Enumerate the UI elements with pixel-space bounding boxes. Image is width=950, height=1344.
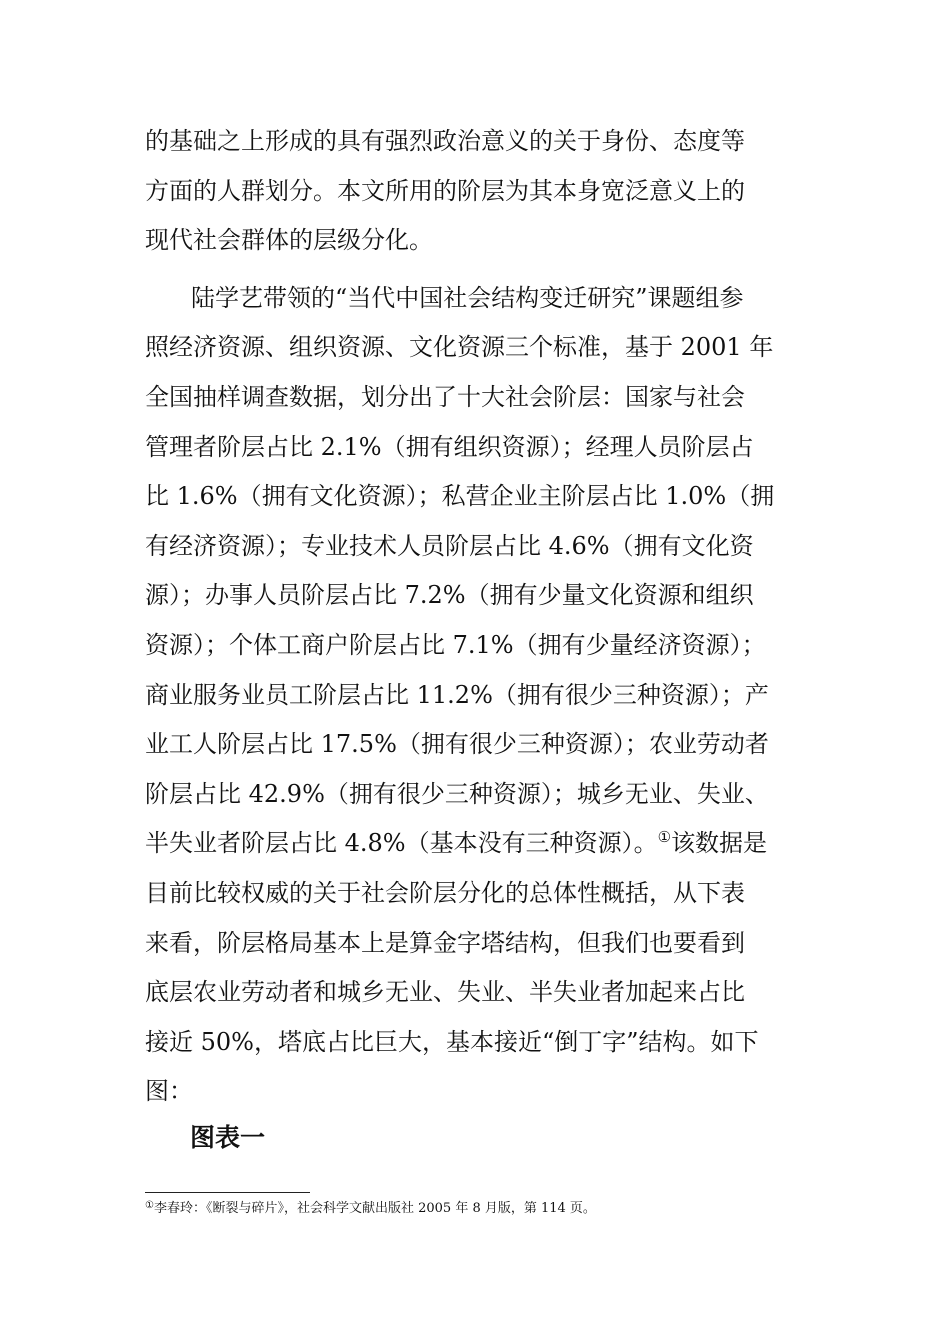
text-line: 有经济资源）；专业技术人员阶层占比 4.6%（拥有文化资: [145, 531, 754, 560]
paragraph-gap: [145, 266, 810, 274]
text-line: 陆学艺带领的“当代中国社会结构变迁研究”课题组参: [191, 283, 744, 312]
text-line: 比 1.6%（拥有文化资源）；私营企业主阶层占比 1.0%（拥: [145, 482, 775, 511]
text-segment: 半失业者阶层占比 4.8%（基本没有三种资源）。: [145, 829, 658, 858]
text-line: 资源）；个体工商户阶层占比 7.1%（拥有少量经济资源）；: [145, 630, 766, 659]
text-line: 管理者阶层占比 2.1%（拥有组织资源）；经理人员阶层占: [145, 432, 754, 461]
footnote-text: 李春玲：《断裂与碎片》，社会科学文献出版社 2005 年 8 月版，第 114 页。: [153, 1201, 596, 1216]
text-line: 照经济资源、组织资源、文化资源三个标准，基于 2001 年: [145, 333, 774, 362]
footnote-reference[interactable]: ①: [657, 828, 672, 847]
text-line: 目前比较权威的关于社会阶层分化的总体性概括，从下表: [145, 878, 745, 907]
text-line: 图：: [145, 1077, 193, 1106]
text-line: 全国抽样调查数据，划分出了十大社会阶层：国家与社会: [145, 382, 745, 411]
body-text: [145, 117, 810, 1117]
text-line: 的基础之上形成的具有强烈政治意义的关于身份、态度等: [145, 127, 745, 155]
text-line: 底层农业劳动者和城乡无业、失业、半失业者加起来占比: [145, 978, 745, 1007]
text-line: 源）；办事人员阶层占比 7.2%（拥有少量文化资源和组织: [145, 581, 754, 610]
footnote-divider: [145, 1192, 310, 1193]
text-line: 接近 50%，塔底占比巨大，基本接近“倒丁字”结构。如下: [145, 1027, 759, 1056]
paragraph-2: [145, 274, 810, 1117]
section-heading: 图表一: [190, 1123, 266, 1152]
footnote: [145, 1196, 596, 1219]
text-line: 方面的人群划分。本文所用的阶层为其本身宽泛意义上的: [145, 176, 745, 205]
text-segment: 该数据是: [671, 829, 768, 858]
text-line: 业工人阶层占比 17.5%（拥有很少三种资源）；农业劳动者: [145, 730, 769, 759]
text-line-with-footnote: [145, 819, 810, 869]
text-line: 现代社会群体的层级分化。: [145, 226, 433, 255]
paragraph-1: [145, 117, 810, 266]
text-line: 来看，阶层格局基本上是算金字塔结构，但我们也要看到: [145, 928, 745, 957]
footnote-marker: ①: [145, 1200, 154, 1211]
text-line: 商业服务业员工阶层占比 11.2%（拥有很少三种资源）；产: [145, 680, 769, 709]
text-line: 阶层占比 42.9%（拥有很少三种资源）；城乡无业、失业、: [145, 779, 769, 808]
